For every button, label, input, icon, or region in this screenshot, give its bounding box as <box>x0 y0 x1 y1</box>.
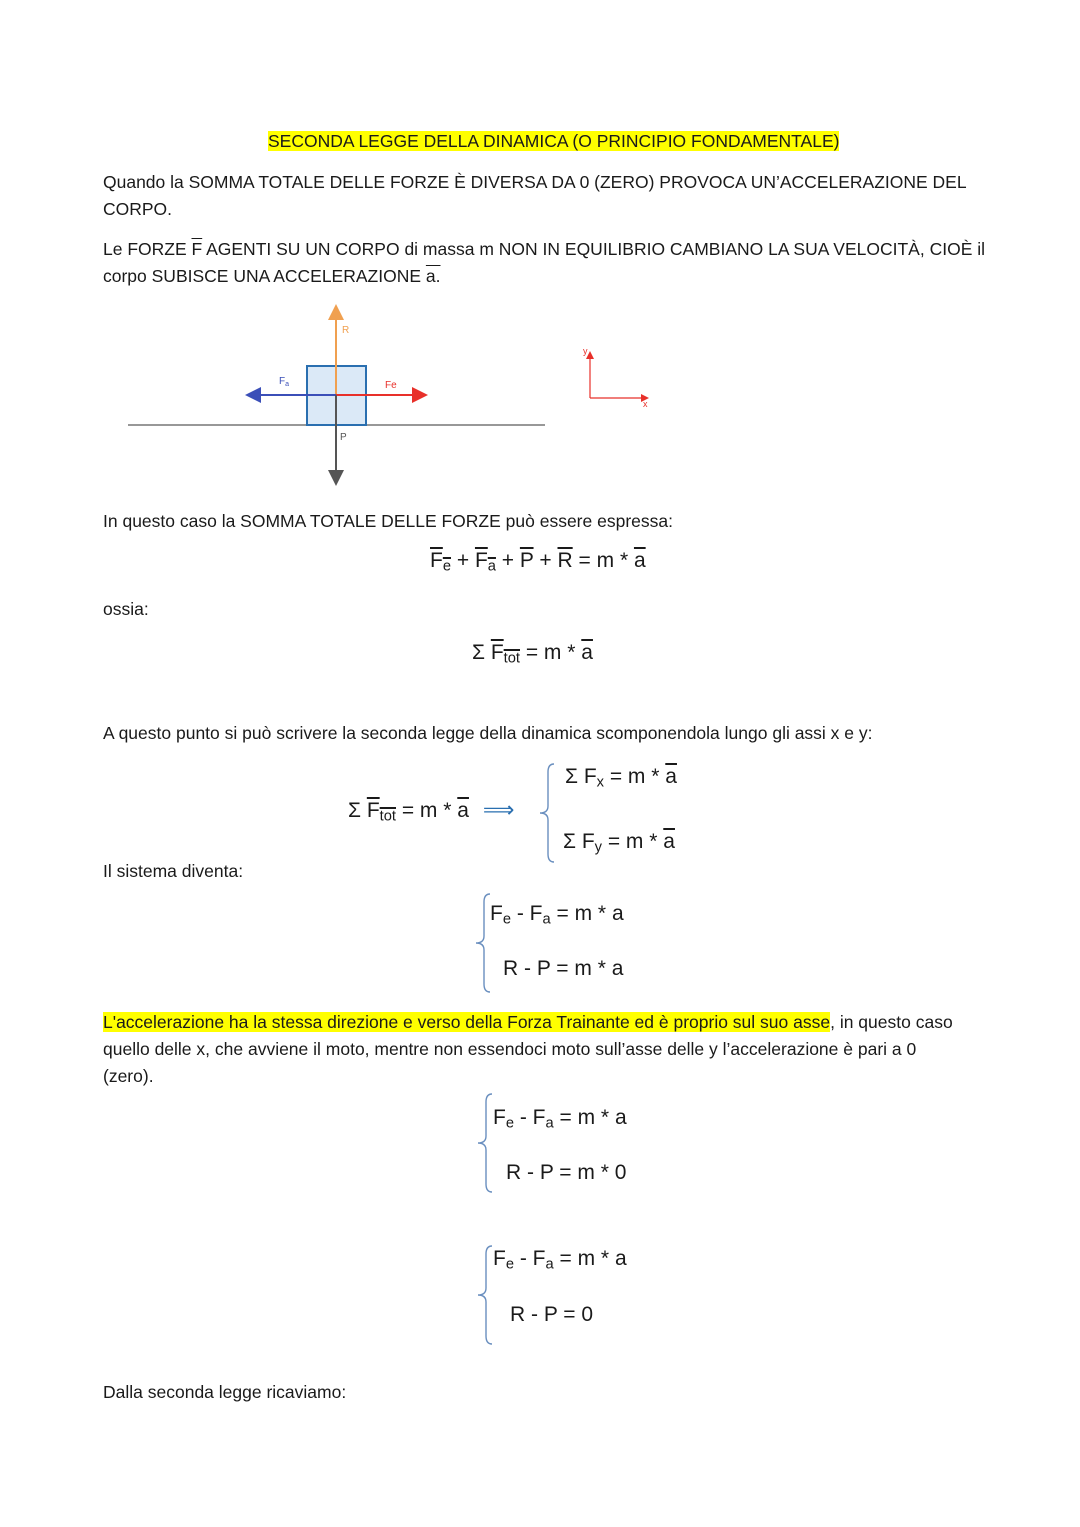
label-Fe: Fe <box>385 380 397 391</box>
paragraph-1-line-2: CORPO. <box>103 199 173 219</box>
equation-sum-fy: Σ $F_y = m * \overline{a}$ <box>563 830 675 856</box>
system-3-line-1: $F_e - F_a = m * a$ <box>493 1247 627 1273</box>
system-3-line-2: R - P = 0 <box>510 1303 594 1326</box>
label-Fa: $F_a$ <box>279 376 290 388</box>
paragraph-3: In questo caso la SOMMA TOTALE DELLE FORZE può essere espressa: <box>103 511 673 531</box>
paragraph-5-line-2: quello delle x, che avviene il moto, mentre non essendoci moto sull’asse delle y l’accelerazione è pari a 0 <box>103 1039 917 1059</box>
brace-system-3 <box>474 1244 494 1346</box>
paragraph-4: A questo punto si può scrivere la seconda legge della dinamica scomponendola lungo gli assi x e y: <box>103 723 873 743</box>
page-title: SECONDA LEGGE DELLA DINAMICA (O PRINCIPIO FONDAMENTALE) <box>268 131 840 151</box>
equation-ftot-decompose: Σ $F_{tot} = m * \overline{a}$ ⟹ <box>348 797 515 825</box>
paragraph-2-line-1: Le FORZE $\overline{F}$ AGENTI SU UN CORPO di massa m NON IN EQUILIBRIO CAMBIANO LA SUA VELOCITÀ, CIOÈ il <box>103 239 986 259</box>
sistema-label: Il sistema diventa: <box>103 861 244 881</box>
label-P: P <box>340 432 347 443</box>
equation-sum-fx: Σ $F_x = m * \overline{a}$ <box>565 765 677 791</box>
brace-system-2 <box>474 1092 494 1194</box>
paragraph-2-line-2: corpo SUBISCE UNA ACCELERAZIONE a. <box>103 266 441 286</box>
axis-y-label: y <box>583 346 588 356</box>
system-2-line-1: $F_e - F_a = m * a$ <box>493 1106 627 1132</box>
paragraph-5-line-1: L'accelerazione ha la stessa direzione e verso della Forza Trainante ed è proprio sul suo asse, in questo caso <box>103 1012 953 1032</box>
axis-x-label: x <box>643 399 648 409</box>
system-1-line-2: R - P = m * a <box>503 957 624 980</box>
ossia-label: ossia: <box>103 599 149 619</box>
equation-ftot: Σ $F_{tot} = m * \overline{a}$ <box>472 641 593 667</box>
paragraph-1-line-1: Quando la SOMMA TOTALE DELLE FORZE È DIVERSA DA 0 (ZERO) PROVOCA UN’ACCELERAZIONE DEL <box>103 172 967 192</box>
label-R: R <box>342 325 350 336</box>
force-diagram <box>120 300 648 495</box>
system-2-line-2: R - P = m * 0 <box>506 1161 627 1184</box>
system-1-line-1: $F_e - F_a = m * a$ <box>490 902 624 928</box>
equation-sum-forces: $F_e + F_a + \overline{P} + \overline{R} = m * \overline{a}$ <box>430 549 646 575</box>
brace-system-1 <box>472 892 492 994</box>
paragraph-5-line-3: (zero). <box>103 1066 154 1086</box>
brace-xy <box>536 762 556 864</box>
paragraph-footer: Dalla seconda legge ricaviamo: <box>103 1382 347 1402</box>
implies-arrow: ⟹ <box>482 797 515 822</box>
